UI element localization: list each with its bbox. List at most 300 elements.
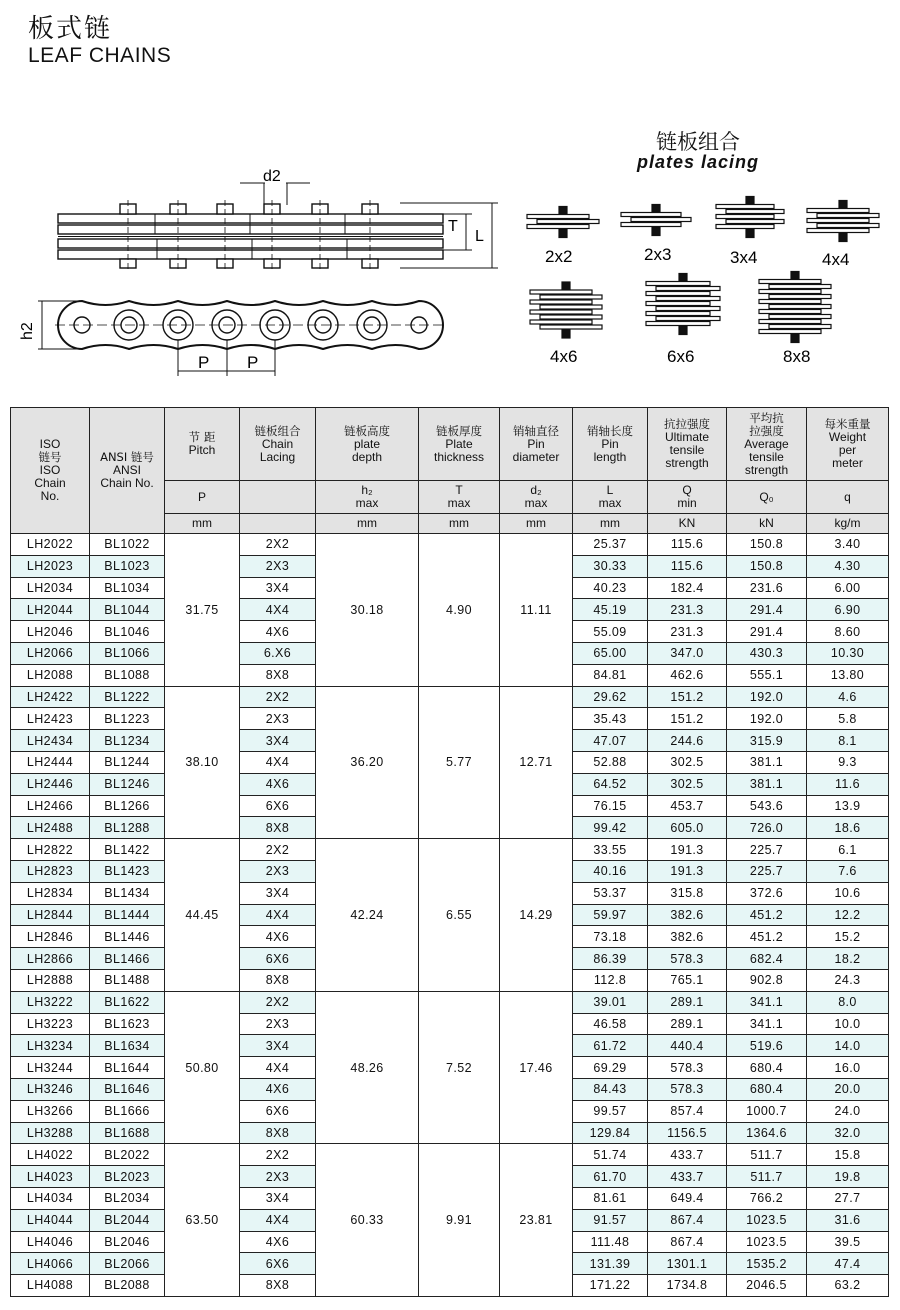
cell-ultimate-strength: 302.5 <box>648 751 727 773</box>
plate <box>759 310 821 314</box>
cell-average-strength: 1535.2 <box>727 1253 807 1275</box>
cell-iso-chain: LH3234 <box>11 1035 90 1057</box>
cell-ultimate-strength: 649.4 <box>648 1187 727 1209</box>
cell-weight: 8.60 <box>807 621 889 643</box>
cell-chain-lacing: 4X6 <box>240 1078 316 1100</box>
header-line: ANSI 链号 <box>100 450 154 464</box>
cell-pin-diameter: 12.71 <box>500 686 573 839</box>
plate <box>646 292 710 296</box>
header-ansi-chain <box>90 408 165 534</box>
lacing-label-2x2: 2x2 <box>545 247 573 266</box>
header-line: Weight <box>828 430 867 444</box>
cell-ultimate-strength: 765.1 <box>648 969 727 991</box>
cell-pin-length: 86.39 <box>573 948 648 970</box>
cell-ansi-chain: BL1466 <box>90 948 165 970</box>
cell-ansi-chain: BL1223 <box>90 708 165 730</box>
cell-ultimate-strength: 244.6 <box>648 730 727 752</box>
cell-iso-chain: LH2822 <box>11 839 90 861</box>
cell-ultimate-strength: 151.2 <box>648 686 727 708</box>
cell-pitch: 50.80 <box>165 991 240 1144</box>
header-line: h₂ <box>361 483 373 497</box>
header-line: Chain <box>261 436 294 451</box>
cell-iso-chain: LH3244 <box>11 1057 90 1079</box>
header-line: 链板组合 <box>254 423 301 438</box>
cell-pitch: 63.50 <box>165 1144 240 1297</box>
table-row <box>11 1144 889 1166</box>
cell-ultimate-strength: 191.3 <box>648 860 727 882</box>
plate <box>631 218 691 222</box>
cell-ansi-chain: BL1288 <box>90 817 165 839</box>
cell-pin-length: 91.57 <box>573 1209 648 1231</box>
cell-ansi-chain: BL2066 <box>90 1253 165 1275</box>
plate <box>716 205 774 209</box>
cell-pin-length: 52.88 <box>573 751 648 773</box>
cell-iso-chain: LH2022 <box>11 534 90 556</box>
cell-average-strength: 766.2 <box>727 1187 807 1209</box>
header-pitch <box>165 408 240 481</box>
cell-weight: 32.0 <box>807 1122 889 1144</box>
cell-ansi-chain: BL1066 <box>90 642 165 664</box>
cell-ansi-chain: BL2046 <box>90 1231 165 1253</box>
header-line: P <box>197 489 206 504</box>
cell-chain-lacing: 3X4 <box>240 1035 316 1057</box>
cell-chain-lacing: 2X3 <box>240 555 316 577</box>
cell-ultimate-strength: 440.4 <box>648 1035 727 1057</box>
plate <box>769 285 831 289</box>
cell-chain-lacing: 3X4 <box>240 730 316 752</box>
table-row <box>11 686 889 708</box>
cell-ultimate-strength: 382.6 <box>648 904 727 926</box>
header-line: Pitch <box>188 443 216 457</box>
cell-iso-chain: LH2888 <box>11 969 90 991</box>
header-line: min <box>677 496 697 510</box>
cell-weight: 3.40 <box>807 534 889 556</box>
label-p-1: P <box>198 353 210 372</box>
cell-ansi-chain: BL1434 <box>90 882 165 904</box>
unit-average-strength: kN <box>727 514 807 534</box>
header-line: Plate <box>445 436 473 451</box>
cell-pin-length: 112.8 <box>573 969 648 991</box>
label-p-2: P <box>247 353 259 372</box>
cell-iso-chain: LH2488 <box>11 817 90 839</box>
cell-average-strength: 1023.5 <box>727 1209 807 1231</box>
page-title-cn: 板式链 <box>28 14 113 44</box>
cell-plate-depth: 60.33 <box>316 1144 419 1297</box>
cell-ansi-chain: BL1266 <box>90 795 165 817</box>
header-line: Lacing <box>259 449 296 464</box>
lacing-title-en: plates lacing <box>637 152 760 172</box>
cell-pin-diameter: 23.81 <box>500 1144 573 1297</box>
cell-ansi-chain: BL1644 <box>90 1057 165 1079</box>
header-line: 抗拉强度 <box>664 417 710 431</box>
cell-ansi-chain: BL1044 <box>90 599 165 621</box>
header-line: strength <box>744 462 789 477</box>
cell-pin-length: 131.39 <box>573 1253 648 1275</box>
cell-chain-lacing: 6X6 <box>240 795 316 817</box>
plate <box>817 214 879 218</box>
cell-ultimate-strength: 231.3 <box>648 599 727 621</box>
cell-pin-length: 40.16 <box>573 860 648 882</box>
header-line: per <box>838 443 857 457</box>
plate <box>646 282 710 286</box>
cell-average-strength: 680.4 <box>727 1078 807 1100</box>
cell-iso-chain: LH2446 <box>11 773 90 795</box>
cell-weight: 39.5 <box>807 1231 889 1253</box>
cell-average-strength: 555.1 <box>727 664 807 686</box>
header-weight <box>807 408 889 481</box>
cell-ansi-chain: BL2022 <box>90 1144 165 1166</box>
cell-iso-chain: LH2422 <box>11 686 90 708</box>
plate-strip <box>58 250 443 259</box>
plate <box>769 305 831 309</box>
cell-weight: 20.0 <box>807 1078 889 1100</box>
plate <box>656 317 720 321</box>
cell-average-strength: 192.0 <box>727 686 807 708</box>
cell-chain-lacing: 6.X6 <box>240 642 316 664</box>
plate <box>621 223 681 227</box>
symbol-average-strength <box>727 481 807 514</box>
cell-chain-lacing: 2X3 <box>240 1166 316 1188</box>
cell-chain-lacing: 8X8 <box>240 1275 316 1297</box>
cell-pin-length: 69.29 <box>573 1057 648 1079</box>
header-line: 销轴直径 <box>513 423 559 438</box>
header-line: 平均抗 <box>749 410 784 425</box>
cell-pin-length: 99.42 <box>573 817 648 839</box>
cell-iso-chain: LH2044 <box>11 599 90 621</box>
cell-ansi-chain: BL1244 <box>90 751 165 773</box>
cell-average-strength: 682.4 <box>727 948 807 970</box>
cell-ultimate-strength: 462.6 <box>648 664 727 686</box>
cell-ansi-chain: BL1422 <box>90 839 165 861</box>
cell-ansi-chain: BL1646 <box>90 1078 165 1100</box>
lacing-label-6x6: 6x6 <box>667 347 695 366</box>
cell-iso-chain: LH2444 <box>11 751 90 773</box>
plate <box>726 210 784 214</box>
header-line: No. <box>40 489 60 503</box>
cell-ansi-chain: BL2034 <box>90 1187 165 1209</box>
cell-ultimate-strength: 857.4 <box>648 1100 727 1122</box>
cell-weight: 4.30 <box>807 555 889 577</box>
table-row <box>11 991 889 1013</box>
cell-chain-lacing: 4X6 <box>240 926 316 948</box>
cell-chain-lacing: 8X8 <box>240 1122 316 1144</box>
cell-pin-length: 73.18 <box>573 926 648 948</box>
table-row <box>11 534 889 556</box>
header-line: Chain <box>34 476 66 490</box>
plate <box>769 325 831 329</box>
cell-ansi-chain: BL1222 <box>90 686 165 708</box>
cell-pin-length: 84.81 <box>573 664 648 686</box>
cell-weight: 6.90 <box>807 599 889 621</box>
cell-average-strength: 430.3 <box>727 642 807 664</box>
plate <box>656 297 720 301</box>
cell-ultimate-strength: 578.3 <box>648 948 727 970</box>
cell-ultimate-strength: 231.3 <box>648 621 727 643</box>
cell-pin-length: 129.84 <box>573 1122 648 1144</box>
unit-plate-thickness: mm <box>419 514 500 534</box>
cell-iso-chain: LH4046 <box>11 1231 90 1253</box>
cell-chain-lacing: 2X3 <box>240 708 316 730</box>
cell-weight: 7.6 <box>807 860 889 882</box>
cell-pin-length: 55.09 <box>573 621 648 643</box>
unit-weight: kg/m <box>807 514 889 534</box>
lacing-label-3x4: 3x4 <box>730 248 758 267</box>
plate <box>646 312 710 316</box>
cell-pin-length: 111.48 <box>573 1231 648 1253</box>
header-line: d₂ <box>530 483 542 497</box>
cell-ansi-chain: BL1034 <box>90 577 165 599</box>
cell-average-strength: 291.4 <box>727 599 807 621</box>
cell-plate-thickness: 9.91 <box>419 1144 500 1297</box>
header-line: strength <box>665 456 709 470</box>
cell-chain-lacing: 2X3 <box>240 860 316 882</box>
cell-ultimate-strength: 453.7 <box>648 795 727 817</box>
plate <box>759 330 821 334</box>
plate-strip <box>58 239 443 248</box>
cell-weight: 14.0 <box>807 1035 889 1057</box>
cell-chain-lacing: 4X6 <box>240 1231 316 1253</box>
plate <box>530 310 592 314</box>
lacing-diagram <box>621 205 691 236</box>
cell-plate-depth: 30.18 <box>316 534 419 687</box>
lacing-diagram <box>759 272 831 343</box>
cell-ultimate-strength: 1156.5 <box>648 1122 727 1144</box>
cell-weight: 10.0 <box>807 1013 889 1035</box>
cell-weight: 31.6 <box>807 1209 889 1231</box>
header-line: diameter <box>512 449 560 464</box>
cell-ultimate-strength: 1734.8 <box>648 1275 727 1297</box>
cell-ultimate-strength: 151.2 <box>648 708 727 730</box>
cell-plate-depth: 36.20 <box>316 686 419 839</box>
lacing-title-cn: 链板组合 <box>656 130 740 154</box>
cell-average-strength: 1364.6 <box>727 1122 807 1144</box>
plate <box>540 295 602 299</box>
chain-side-view <box>58 183 498 272</box>
cell-ultimate-strength: 1301.1 <box>648 1253 727 1275</box>
plate <box>530 290 592 294</box>
cell-weight: 27.7 <box>807 1187 889 1209</box>
cell-average-strength: 726.0 <box>727 817 807 839</box>
unit-pin-diameter: mm <box>500 514 573 534</box>
cell-pin-length: 29.62 <box>573 686 648 708</box>
cell-weight: 24.0 <box>807 1100 889 1122</box>
cell-iso-chain: LH2423 <box>11 708 90 730</box>
cell-average-strength: 511.7 <box>727 1144 807 1166</box>
cell-weight: 15.2 <box>807 926 889 948</box>
lacing-diagram <box>807 201 879 242</box>
header-line: max <box>355 496 379 510</box>
cell-pitch: 44.45 <box>165 839 240 992</box>
cell-pin-length: 47.07 <box>573 730 648 752</box>
unit-pitch: mm <box>165 514 240 534</box>
unit-pin-length: mm <box>573 514 648 534</box>
header-plate-depth <box>316 408 419 481</box>
header-pin-diameter <box>500 408 573 481</box>
plate <box>540 325 602 329</box>
cell-chain-lacing: 3X4 <box>240 1187 316 1209</box>
cell-iso-chain: LH2046 <box>11 621 90 643</box>
cell-average-strength: 372.6 <box>727 882 807 904</box>
cell-chain-lacing: 4X4 <box>240 599 316 621</box>
cell-average-strength: 341.1 <box>727 991 807 1013</box>
cell-average-strength: 225.7 <box>727 839 807 861</box>
cell-weight: 15.8 <box>807 1144 889 1166</box>
header-line: 每米重量 <box>824 417 871 431</box>
cell-ansi-chain: BL1423 <box>90 860 165 882</box>
cell-iso-chain: LH2834 <box>11 882 90 904</box>
cell-iso-chain: LH4023 <box>11 1166 90 1188</box>
cell-iso-chain: LH4022 <box>11 1144 90 1166</box>
header-line: Pin <box>527 436 545 451</box>
cell-weight: 18.6 <box>807 817 889 839</box>
plate <box>716 225 774 229</box>
cell-average-strength: 1000.7 <box>727 1100 807 1122</box>
cell-pin-length: 40.23 <box>573 577 648 599</box>
cell-iso-chain: LH2034 <box>11 577 90 599</box>
cell-ansi-chain: BL1488 <box>90 969 165 991</box>
cell-ansi-chain: BL1023 <box>90 555 165 577</box>
plate <box>540 315 602 319</box>
cell-chain-lacing: 4X6 <box>240 773 316 795</box>
cell-average-strength: 231.6 <box>727 577 807 599</box>
cell-pin-length: 99.57 <box>573 1100 648 1122</box>
cell-ultimate-strength: 289.1 <box>648 991 727 1013</box>
cell-pin-length: 84.43 <box>573 1078 648 1100</box>
cell-iso-chain: LH2846 <box>11 926 90 948</box>
header-line: max <box>598 496 622 510</box>
cell-weight: 8.0 <box>807 991 889 1013</box>
cell-average-strength: 680.4 <box>727 1057 807 1079</box>
cell-pin-length: 61.72 <box>573 1035 648 1057</box>
cell-average-strength: 1023.5 <box>727 1231 807 1253</box>
chain-profile-view <box>38 301 445 376</box>
cell-ultimate-strength: 605.0 <box>648 817 727 839</box>
cell-ansi-chain: BL1688 <box>90 1122 165 1144</box>
cell-pin-length: 45.19 <box>573 599 648 621</box>
cell-ansi-chain: BL2044 <box>90 1209 165 1231</box>
cell-average-strength: 315.9 <box>727 730 807 752</box>
symbol-ultimate-strength <box>648 481 727 514</box>
cell-plate-thickness: 4.90 <box>419 534 500 687</box>
header-line: thickness <box>433 449 485 464</box>
cell-plate-thickness: 6.55 <box>419 839 500 992</box>
cell-pin-length: 59.97 <box>573 904 648 926</box>
cell-ansi-chain: BL1046 <box>90 621 165 643</box>
symbol-plate-thickness <box>419 481 500 514</box>
header-line: 节 距 <box>188 430 216 444</box>
cell-ansi-chain: BL1623 <box>90 1013 165 1035</box>
symbol-weight <box>807 481 889 514</box>
cell-iso-chain: LH3246 <box>11 1078 90 1100</box>
cell-pin-length: 46.58 <box>573 1013 648 1035</box>
cell-ultimate-strength: 382.6 <box>648 926 727 948</box>
header-line: 拉强度 <box>749 423 784 438</box>
cell-ultimate-strength: 578.3 <box>648 1057 727 1079</box>
cell-ansi-chain: BL2023 <box>90 1166 165 1188</box>
plate <box>817 224 879 228</box>
cell-chain-lacing: 4X4 <box>240 1209 316 1231</box>
lacing-diagram <box>646 274 720 335</box>
cell-weight: 12.2 <box>807 904 889 926</box>
plate <box>646 302 710 306</box>
unit-ultimate-strength: KN <box>648 514 727 534</box>
cell-plate-depth: 48.26 <box>316 991 419 1144</box>
cell-pin-length: 64.52 <box>573 773 648 795</box>
cell-weight: 18.2 <box>807 948 889 970</box>
cell-average-strength: 2046.5 <box>727 1275 807 1297</box>
cell-pin-length: 81.61 <box>573 1187 648 1209</box>
header-line: 销轴长度 <box>587 423 633 438</box>
header-line: L <box>606 483 614 497</box>
cell-ultimate-strength: 433.7 <box>648 1166 727 1188</box>
plate <box>726 220 784 224</box>
cell-weight: 63.2 <box>807 1275 889 1297</box>
symbol-pitch <box>165 481 240 514</box>
plate <box>807 219 869 223</box>
cell-pitch: 38.10 <box>165 686 240 839</box>
header-line: tensile <box>749 449 784 464</box>
symbol-pin-diameter <box>500 481 573 514</box>
plate <box>656 287 720 291</box>
cell-chain-lacing: 2X2 <box>240 534 316 556</box>
header-line: depth <box>351 449 383 464</box>
cell-average-strength: 902.8 <box>727 969 807 991</box>
plate <box>807 209 869 213</box>
cell-iso-chain: LH4034 <box>11 1187 90 1209</box>
header-line: 链板厚度 <box>436 423 482 438</box>
cell-iso-chain: LH2823 <box>11 860 90 882</box>
plate <box>530 320 592 324</box>
cell-ultimate-strength: 578.3 <box>648 1078 727 1100</box>
header-line: length <box>593 449 627 464</box>
cell-chain-lacing: 8X8 <box>240 969 316 991</box>
cell-pin-length: 39.01 <box>573 991 648 1013</box>
header-line: 链板高度 <box>344 423 390 438</box>
cell-chain-lacing: 2X2 <box>240 991 316 1013</box>
cell-ansi-chain: BL1246 <box>90 773 165 795</box>
cell-weight: 8.1 <box>807 730 889 752</box>
plate <box>646 322 710 326</box>
header-line: q <box>844 489 851 504</box>
header-line: max <box>447 496 471 510</box>
plate <box>656 307 720 311</box>
cell-iso-chain: LH3266 <box>11 1100 90 1122</box>
cell-weight: 11.6 <box>807 773 889 795</box>
plate <box>759 290 821 294</box>
cell-pin-length: 35.43 <box>573 708 648 730</box>
header-line: Q <box>682 483 692 497</box>
header-plate-thickness <box>419 408 500 481</box>
header-line: Chain No. <box>100 476 154 490</box>
cell-ultimate-strength: 315.8 <box>648 882 727 904</box>
cell-weight: 16.0 <box>807 1057 889 1079</box>
header-chain-lacing <box>240 408 316 481</box>
cell-pin-length: 53.37 <box>573 882 648 904</box>
label-d2: d2 <box>263 168 281 185</box>
cell-chain-lacing: 6X6 <box>240 1253 316 1275</box>
cell-ultimate-strength: 347.0 <box>648 642 727 664</box>
lacing-diagrams <box>527 197 879 343</box>
cell-ansi-chain: BL1088 <box>90 664 165 686</box>
cell-pin-diameter: 14.29 <box>500 839 573 992</box>
cell-average-strength: 150.8 <box>727 534 807 556</box>
cell-ultimate-strength: 191.3 <box>648 839 727 861</box>
cell-ultimate-strength: 115.6 <box>648 555 727 577</box>
cell-ansi-chain: BL1446 <box>90 926 165 948</box>
label-h2: h2 <box>19 322 36 340</box>
header-line: ISO <box>39 463 61 477</box>
plate <box>769 295 831 299</box>
